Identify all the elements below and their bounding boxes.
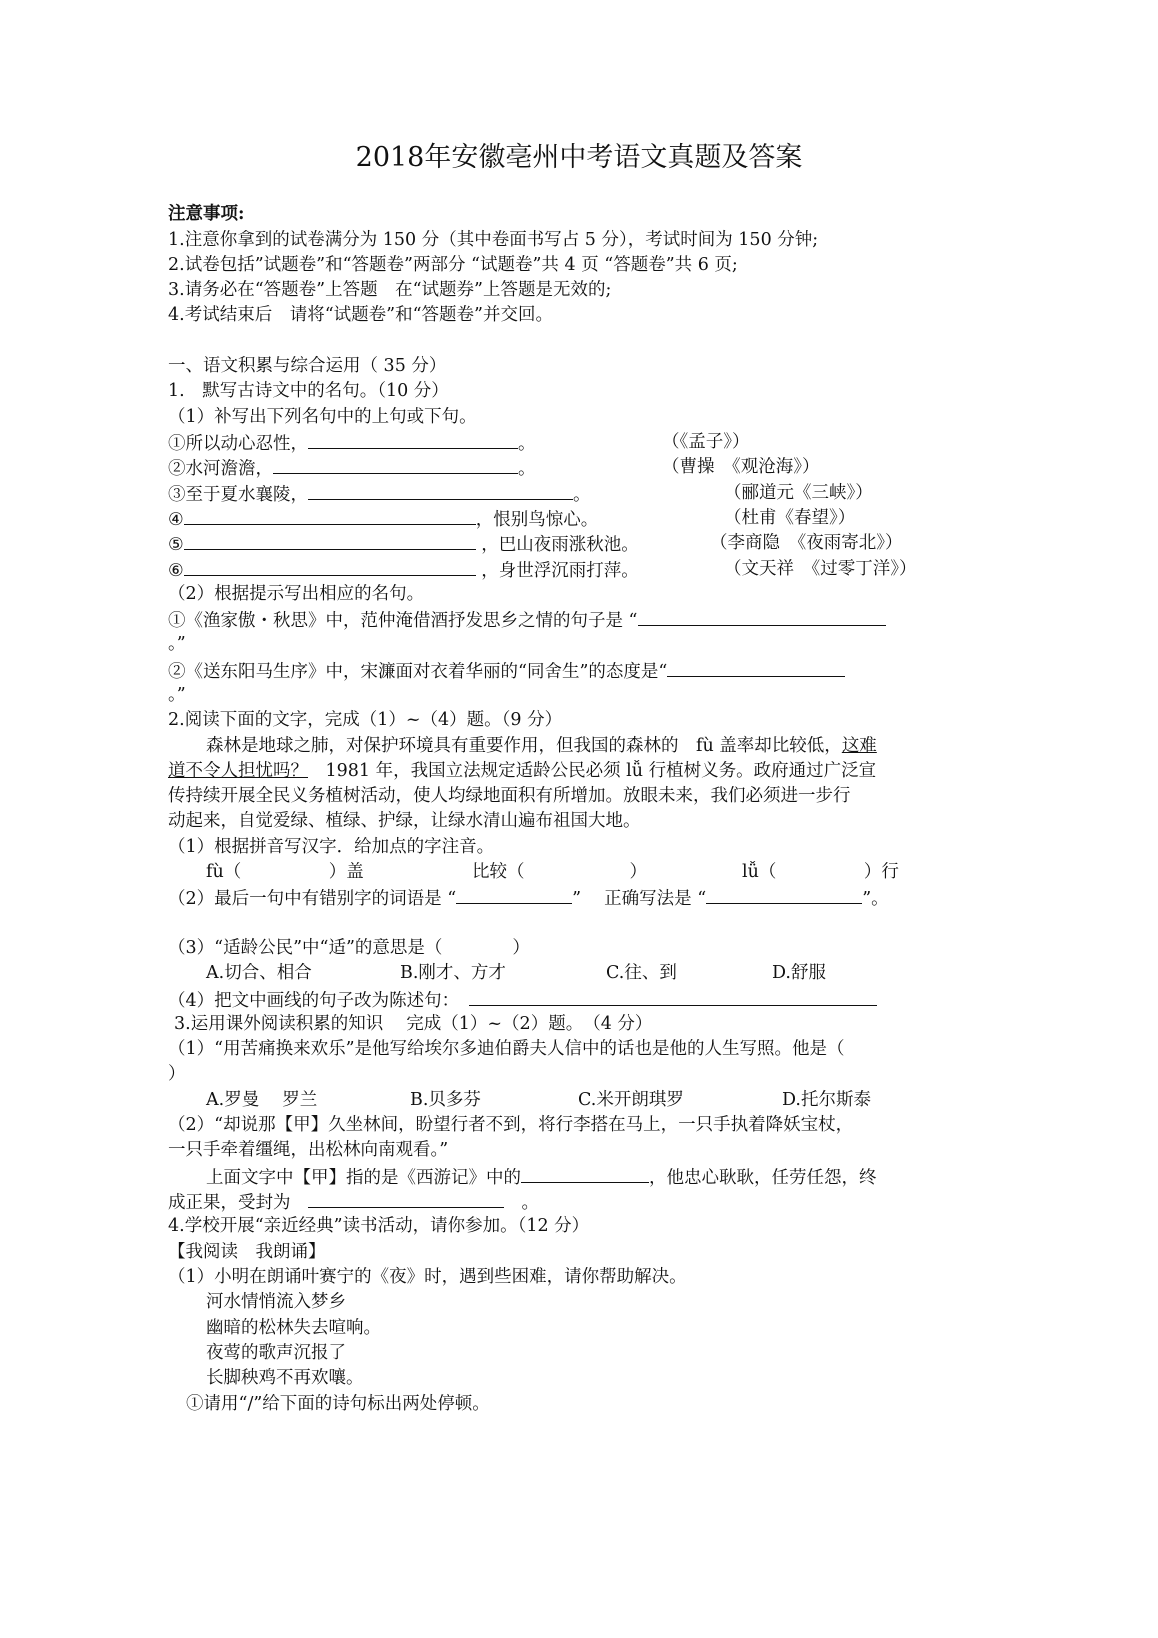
fill-item[interactable]: 比较（ ） xyxy=(472,862,647,882)
underlined-sentence: 这难 xyxy=(841,736,877,756)
poem-line: 长脚秧鸡不再欢嚷。 xyxy=(206,1368,364,1388)
underlined-sentence: 道不令人担忧吗？ xyxy=(168,761,308,781)
fill-item[interactable]: fù（ ）盖 xyxy=(206,862,364,882)
notice-heading: 注意事项: xyxy=(168,204,245,224)
source-citation: （李商隐 《夜雨寄北》） xyxy=(710,533,903,553)
sub-question: （2）根据提示写出相应的名句。 xyxy=(168,584,425,604)
question-title: 2.阅读下面的文字，完成（1）~（4）题。（9 分） xyxy=(168,710,563,730)
fill-line: （4）把文中画线的句子改为陈述句： xyxy=(168,987,877,1013)
notice-item: 2.试卷包括”试题卷”和“答题卷”两部分 “试题卷”共 4 页 “答题卷”共 6 页; xyxy=(168,255,738,275)
answer-blank[interactable] xyxy=(273,455,518,474)
question-title: 3.运用课外阅读积累的知识 完成（1）~（2）题。 （4 分） xyxy=(174,1014,653,1034)
sub-question: ①请用“/”给下面的诗句标出两处停顿。 xyxy=(186,1394,490,1414)
fill-line: 上面文字中【甲】指的是《西游记》中的 ，他忠心耿耿，任劳任怨，终 xyxy=(206,1164,877,1190)
line-end: 。” xyxy=(168,685,186,705)
passage-line: （2）“却说那【甲】久坐林间，盼望行者不到，将行李搭在马上，一只手执着降妖宝杖， xyxy=(168,1115,854,1135)
fill-line: ②水河澹澹， 。 xyxy=(168,455,536,481)
fill-line: 成正果，受封为 。 xyxy=(168,1189,539,1215)
answer-blank[interactable] xyxy=(308,430,518,449)
source-citation: （杜甫《春望》） xyxy=(724,508,856,528)
fill-line: ⑥ ，身世浮沉雨打萍。 xyxy=(168,557,639,583)
sub-question: （1）小明在朗诵叶赛宁的《夜》时，遇到些困难，请你帮助解决。 xyxy=(168,1267,687,1287)
line-end: ） xyxy=(168,1064,186,1084)
source-citation: （曹操 《观沧海》） xyxy=(662,457,820,477)
fill-line: （2）最后一句中有错别字的词语是 “ ” 正确写法是 “ ”。 xyxy=(168,885,889,911)
source-citation: （郦道元《三峡》） xyxy=(724,483,873,503)
question-title: 1. 默写古诗文中的名句。（10 分） xyxy=(168,381,449,401)
option[interactable]: B.贝多芬 xyxy=(410,1090,481,1110)
option[interactable]: A.切合、相合 xyxy=(206,963,312,983)
line-end: 。” xyxy=(168,634,186,654)
section-subheading: 【我阅读 我朗诵】 xyxy=(168,1242,326,1262)
source-citation: （《孟子》） xyxy=(662,432,750,452)
answer-blank[interactable] xyxy=(521,1164,649,1183)
option[interactable]: A.罗曼 罗兰 xyxy=(206,1090,318,1110)
answer-blank[interactable] xyxy=(706,885,862,904)
sub-question: （3）“适龄公民”中“适”的意思是（ ） xyxy=(168,938,530,958)
source-citation: （文天祥 《过零丁洋》） xyxy=(724,559,917,579)
fill-line: ①《渔家傲・秋思》中，范仲淹借酒抒发思乡之情的句子是 “ xyxy=(168,607,886,633)
fill-line: ②《送东阳马生序》中，宋濂面对衣着华丽的“同舍生”的态度是“ xyxy=(168,658,845,684)
answer-blank[interactable] xyxy=(456,885,572,904)
section-heading: 一、语文积累与综合运用（ 35 分） xyxy=(168,356,447,376)
passage-line: 森林是地球之肺，对保护环境具有重要作用，但我国的森林的 fù 盖率却比较低，这难 xyxy=(206,736,877,756)
notice-item: 1.注意你拿到的试卷满分为 150 分（其中卷面书写占 5 分），考试时间为 150 分钟; xyxy=(168,230,819,250)
answer-blank[interactable] xyxy=(184,557,476,576)
sub-question: （1）补写出下列名句中的上句或下句。 xyxy=(168,407,477,427)
poem-line: 河水情悄流入梦乡 xyxy=(206,1292,346,1312)
notice-item: 3.请务必在“答题卷”上答题 在“试题券”上答题是无效的; xyxy=(168,280,612,300)
sub-question: （1）“用苦痛换来欢乐”是他写给埃尔多迪伯爵夫人信中的话也是他的人生写照。他是（ xyxy=(168,1039,845,1059)
passage-line: 传持续开展全民义务植树活动，使人均绿地面积有所增加。放眼未来，我们必须进一步行 xyxy=(168,786,851,806)
option[interactable]: D.托尔斯泰 xyxy=(782,1090,871,1110)
passage-line: 道不令人担忧吗？ 1981 年，我国立法规定适龄公民必须 lǚ 行植树义务。政府通过广泛宣 xyxy=(168,761,877,781)
option[interactable]: C.米开朗琪罗 xyxy=(578,1090,684,1110)
fill-line: ④ ，恨别鸟惊心。 xyxy=(168,506,598,532)
answer-blank[interactable] xyxy=(184,531,476,550)
answer-blank[interactable] xyxy=(308,481,573,500)
answer-blank[interactable] xyxy=(638,607,886,626)
sub-question: （1）根据拼音写汉字．给加点的字注音。 xyxy=(168,837,495,857)
poem-line: 幽暗的松林失去喧响。 xyxy=(206,1318,381,1338)
passage-line: 动起来，自觉爱绿、植绿、护绿，让绿水清山遍布祖国大地。 xyxy=(168,811,641,831)
answer-blank[interactable] xyxy=(667,658,845,677)
document-title: 2018年安徽亳州中考语文真题及答案 xyxy=(355,142,803,173)
answer-blank[interactable] xyxy=(308,1189,504,1208)
fill-line: ⑤ ，巴山夜雨涨秋池。 xyxy=(168,531,639,557)
option[interactable]: B.刚才、方才 xyxy=(400,963,506,983)
fill-line: ③至于夏水襄陵， 。 xyxy=(168,481,591,507)
fill-line: ①所以动心忍性， 。 xyxy=(168,430,536,456)
answer-blank[interactable] xyxy=(184,506,476,525)
question-title: 4.学校开展“亲近经典”读书活动，请你参加。（12 分） xyxy=(168,1216,590,1236)
poem-line: 夜莺的歌声沉报了 xyxy=(206,1343,346,1363)
fill-item[interactable]: lǚ（ ）行 xyxy=(742,862,899,882)
option[interactable]: C.往、到 xyxy=(606,963,677,983)
notice-item: 4.考试结束后 请将“试题卷”和“答题卷”并交回。 xyxy=(168,305,553,325)
option[interactable]: D.舒服 xyxy=(772,963,826,983)
passage-line: 一只手牵着缰绳，出松林向南观看。” xyxy=(168,1140,449,1160)
answer-blank[interactable] xyxy=(469,987,877,1006)
